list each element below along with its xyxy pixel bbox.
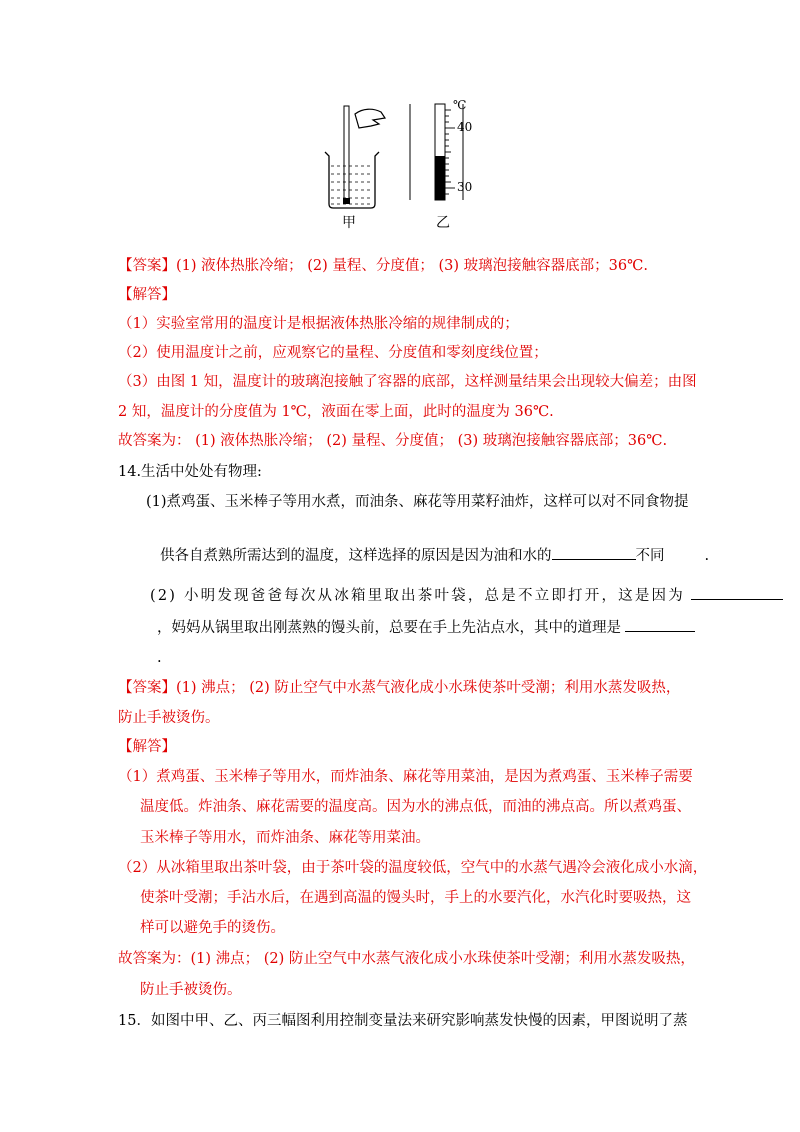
q13-explain-line: （3）由图 1 知，温度计的玻璃泡接触了容器的底部，这样测量结果会出现较大偏差；由图 (118, 374, 697, 390)
scale-ticks (445, 110, 455, 194)
q14-explain-line: 玉米棒子等用水，而炸油条、麻花等用菜油。 (140, 830, 430, 846)
hand-shape (355, 109, 385, 128)
q14-answer-line1: 【答案】(1) 沸点； (2) 防止空气中水蒸气液化成小水珠使茶叶受潮；利用水蒸发吸热， (118, 680, 681, 696)
mercury-column (435, 156, 445, 200)
fill-blank-1[interactable] (552, 545, 636, 560)
q14-p2-period: . (157, 650, 162, 666)
unit-label: ℃ (453, 98, 467, 112)
tick-label-40: 40 (457, 120, 473, 134)
q14-p1-text-b: 不同 (635, 548, 665, 564)
beaker-thermometer (344, 106, 349, 202)
q14-title: 14.生活中处处有物理: (118, 464, 262, 480)
q15-line1: 15．如图中甲、乙、丙三幅图利用控制变量法来研究影响蒸发快慢的因素，甲图说明了蒸 (118, 1013, 688, 1029)
q14-explain-line: 温度低。炸油条、麻花需要的温度高。因为水的沸点低，而油的沸点高。所以煮鸡蛋、 (140, 799, 691, 815)
figure-label-jia: 甲 (342, 215, 356, 231)
q13-explain-head: 【解答】 (118, 287, 176, 303)
q14-p2-line1 (150, 585, 783, 606)
q14-explain-line: 使茶叶受潮；手沾水后，在遇到高温的馒头时，手上的水要汽化，水汽化时要吸热，这 (140, 890, 691, 906)
q14-p2-line2 (157, 617, 695, 638)
thermometer-figure (315, 100, 485, 235)
q14-final-line2: 防止手被烫伤。 (140, 982, 242, 998)
q13-explain-line: （1）实验室常用的温度计是根据液体热胀冷缩的规律制成的； (118, 316, 519, 332)
q14-final-line1: 故答案为：(1) 沸点； (2) 防止空气中水蒸气液化成小水珠使茶叶受潮；利用水蒸发吸热， (118, 951, 695, 967)
q14-explain-line: 样可以避免手的烫伤。 (140, 920, 285, 936)
q13-explain-line: （2）使用温度计之前，应观察它的量程、分度值和零刻度线位置； (118, 345, 548, 361)
figure-label-yi: 乙 (436, 215, 450, 231)
q13-answer: 【答案】(1) 液体热胀冷缩； (2) 量程、分度值； (3) 玻璃泡接触容器底部；36℃. (118, 258, 648, 274)
q14-p2-text: (2) 小明发现爸爸每次从冰箱里取出茶叶袋，总是不立即打开，这是因为 (150, 588, 685, 604)
q13-final-answer: 故答案为： (1) 液体热胀冷缩； (2) 量程、分度值； (3) 玻璃泡接触容器底部；36℃. (118, 433, 668, 449)
q14-p1-line1: (1)煮鸡蛋、玉米棒子等用水煮，而油条、麻花等用菜籽油炸，这样可以对不同食物提 (146, 494, 689, 510)
q14-answer-line2: 防止手被烫伤。 (118, 710, 220, 726)
fill-blank-2[interactable] (691, 585, 783, 600)
q14-explain-line: （1）煮鸡蛋、玉米棒子等用水，而炸油条、麻花等用菜油，是因为煮鸡蛋、玉米棒子需要 (118, 769, 693, 785)
tick-label-30: 30 (457, 180, 473, 194)
q14-explain-head: 【解答】 (118, 739, 176, 755)
thermometer-bulb (343, 198, 350, 204)
q14-p2-text-2: ，妈妈从锅里取出刚蒸熟的馒头前，总要在手上先沾点水，其中的道理是 (157, 620, 621, 636)
liquid (331, 166, 373, 204)
q13-explain-line: 2 知，温度计的分度值为 1℃，液面在零上面，此时的温度为 36℃. (118, 404, 554, 420)
q14-explain-line: （2）从冰箱里取出茶叶袋，由于茶叶袋的温度较低，空气中的水蒸气遇冷会液化成小水滴， (118, 860, 708, 876)
q14-p1-text: 供各自煮熟所需达到的温度，这样选择的原因是因为油和水的 (160, 548, 552, 564)
beaker (325, 152, 379, 208)
q14-p1-line2 (160, 545, 709, 566)
fill-blank-3[interactable] (625, 617, 695, 632)
q14-p1-period: . (704, 548, 710, 564)
